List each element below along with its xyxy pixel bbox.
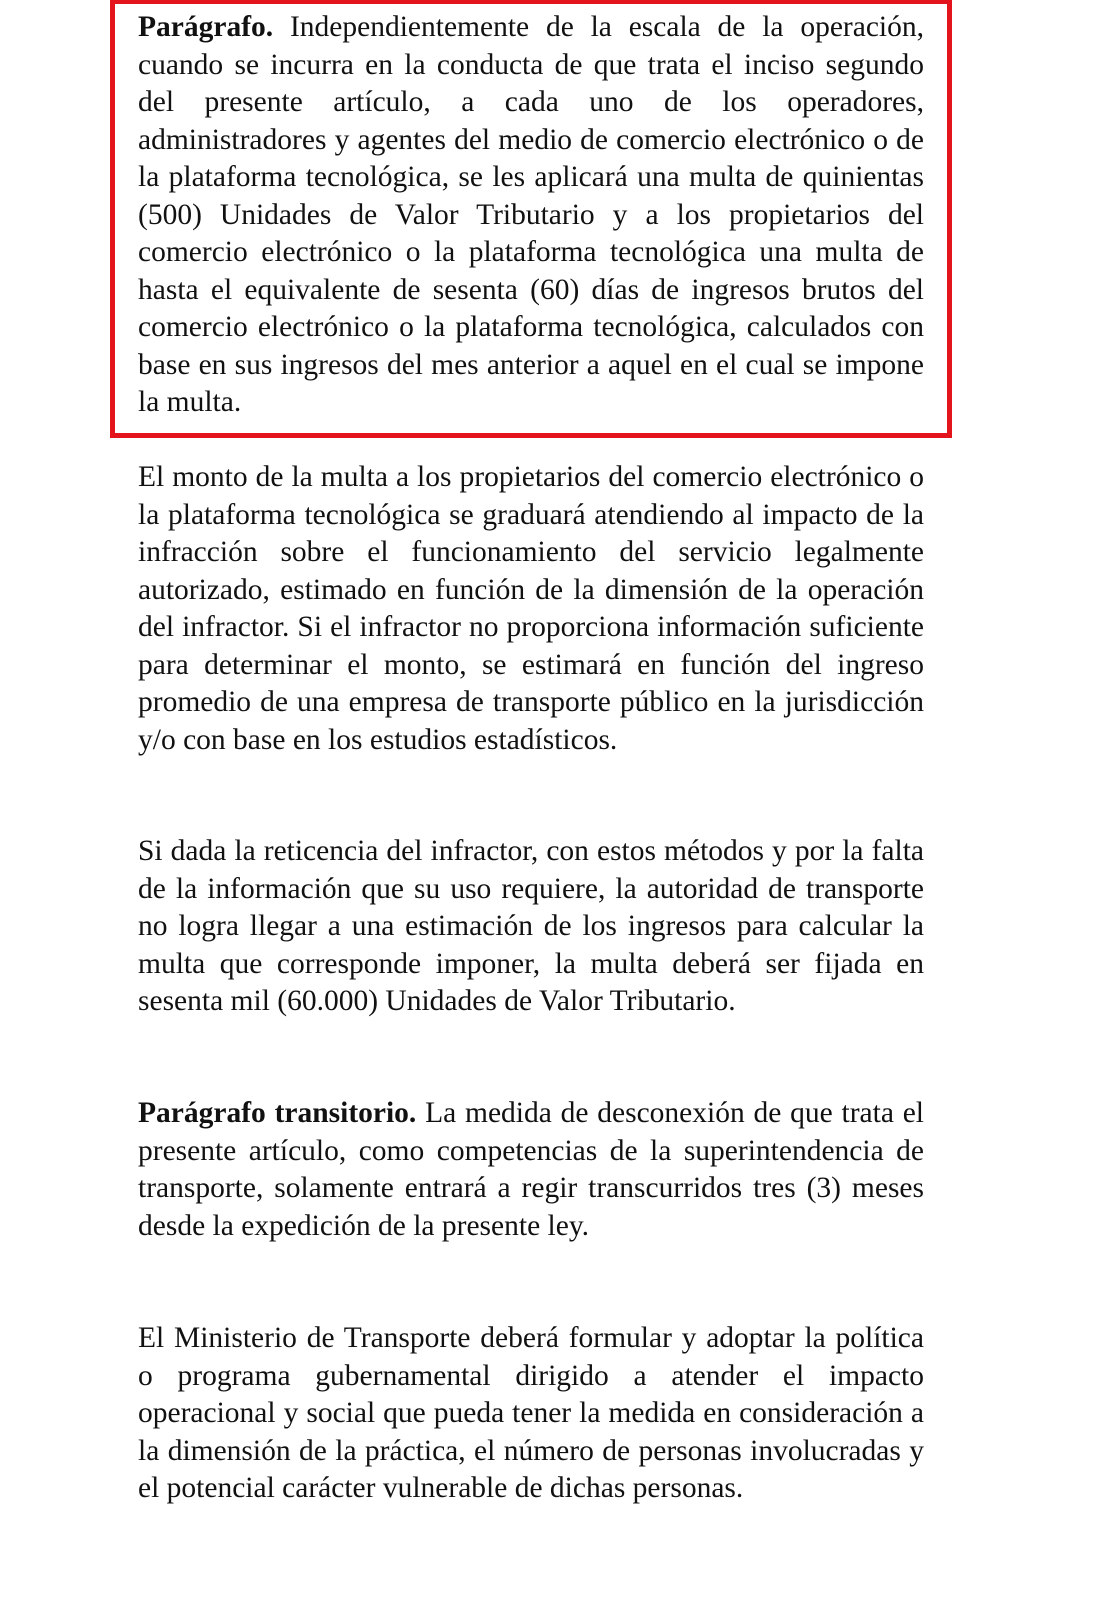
paragraph-text: Si dada la reticencia del infractor, con estos métodos y por la falta de la información que su uso requiere, la autoridad de transporte no logra llegar a una estimación de los ingresos para calcular la multa que corresponde imponer, la multa deberá ser fijada en sesenta mil (60.000) Unidades de Valor Tributario. <box>138 835 924 1017</box>
paragraph-reticencia <box>138 833 924 1021</box>
paragraph-lead: Parágrafo transitorio. <box>138 1097 417 1129</box>
paragraph-text: Independientemente de la escala de la operación, cuando se incurra en la conducta de que trata el inciso segundo del presente artículo, a cada uno de los operadores, administradores y agentes del medio de comercio electrónico o de la plataforma tecnológica, se les aplicará una multa de quinientas (500) Unidades de Valor Tributario y a los propietarios del comercio electrónico o la plataforma tecnológica una multa de hasta el equivalente de sesenta (60) días de ingresos brutos del comercio electrónico o la plataforma tecnológica, calculados con base en sus ingresos del mes anterior a aquel en el cual se impone la multa. <box>138 11 924 418</box>
paragraph-paragrafo-transitorio <box>138 1095 924 1245</box>
paragraph-text: La medida de desconexión de que trata el presente artículo, como competencias de la superintendencia de transporte, solamente entrará a regir transcurridos tres (3) meses desde la expedición de la presente ley. <box>138 1097 924 1242</box>
paragraph-monto-multa <box>138 459 924 759</box>
paragraph-text: El Ministerio de Transporte deberá formular y adoptar la política o programa gubernamental dirigido a atender el impacto operacional y social que pueda tener la medida en consideración a la dimensión de la práctica, el número de personas involucradas y el potencial carácter vulnerable de dichas personas. <box>138 1322 924 1504</box>
paragraph-lead: Parágrafo. <box>138 11 274 43</box>
paragraph-text: El monto de la multa a los propietarios del comercio electrónico o la plataforma tecnológica se graduará atendiendo al impacto de la infracción sobre el funcionamiento del servicio legalmente autorizado, estimado en función de la dimensión de la operación del infractor. Si el infractor no proporciona información suficiente para determinar el monto, se estimará en función del ingreso promedio de una empresa de transporte público en la jurisdicción y/o con base en los estudios estadísticos. <box>138 461 924 756</box>
paragraph-paragrafo <box>138 9 924 422</box>
paragraph-ministerio <box>138 1320 924 1508</box>
